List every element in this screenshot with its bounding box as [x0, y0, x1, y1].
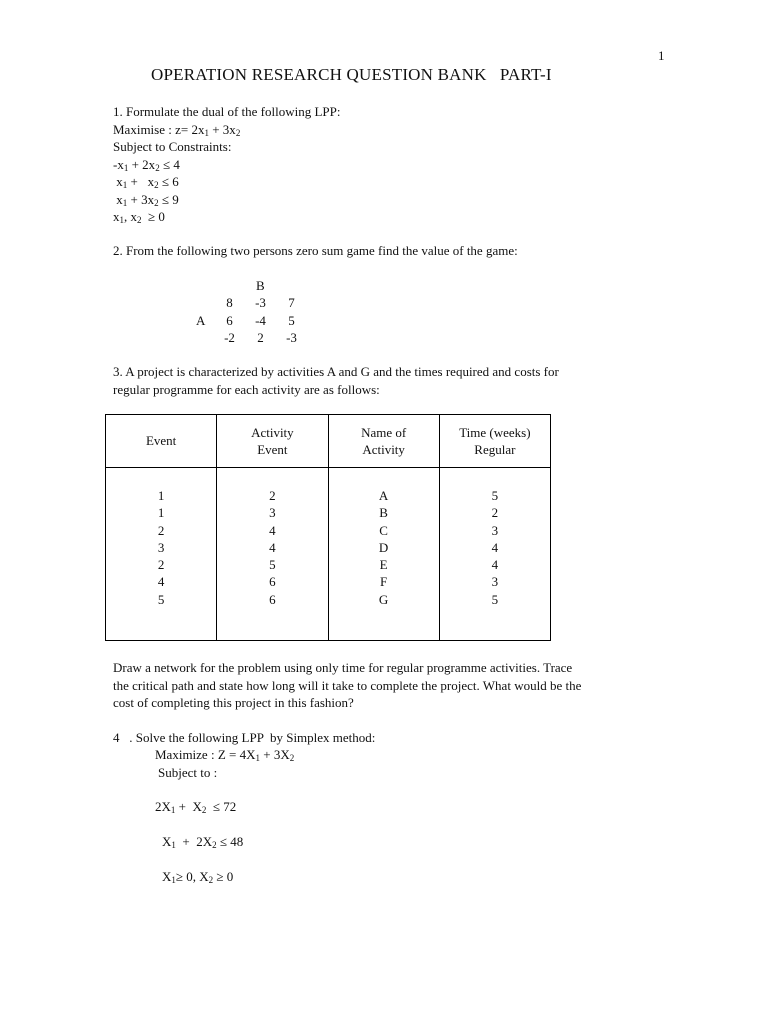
q2-text: 2. From the following two persons zero sum game find the value of the game: [113, 243, 518, 258]
table-header-row [106, 415, 551, 468]
q1-nonnegativity: $x_1$, $x_2 \ge 0$ [113, 209, 165, 225]
matrix-cell: -3 [255, 295, 266, 311]
q3-instructions [113, 659, 581, 712]
table-cell: 3 [269, 505, 276, 521]
q1-objective: Maximise : $z= 2x_1 + 3x_2$ [113, 121, 241, 138]
table-cell: 1 [157, 505, 165, 521]
q4-intro: 4 . Solve the following LPP by Simplex method: [113, 730, 376, 745]
table-cell: B [379, 505, 388, 521]
game-row-player: A [196, 313, 206, 328]
header-activity-event: Activity Event [217, 415, 328, 468]
page-title: OPERATION RESEARCH QUESTION BANK PART-I [151, 65, 552, 84]
table-cell: E [379, 557, 388, 573]
matrix-cell: -4 [255, 312, 266, 328]
table-cell: 5 [157, 591, 165, 607]
header-time: Time (weeks) Regular [439, 415, 550, 468]
table-cell: G [378, 591, 389, 607]
q4-objective: Maximize : $Z = 4X_1 + 3X_2$ [155, 747, 295, 763]
header-event: Event [106, 415, 217, 468]
q3-line-2: regular programme for each activity are as follows: [113, 381, 380, 397]
matrix-cell: 2 [257, 330, 264, 346]
table-body-row [106, 468, 551, 641]
q4-constraint-2: $X_1 + 2X_2 \le 48$ [162, 834, 244, 850]
table-cell: 6 [269, 591, 276, 607]
table-cell: A [378, 488, 389, 503]
q1-constraint-3: $x_1 + 3x_2 \le 9$ [113, 191, 179, 208]
table-cell: 3 [491, 574, 499, 590]
table-cell: D [378, 539, 389, 555]
table-cell: 1 [157, 488, 165, 503]
q3-line-1: 3. A project is characterized by activities A and G and the times required and costs for [113, 364, 559, 379]
q1-constraint-1: $-x_1 + 2x_2 \le 4$ [113, 156, 180, 173]
payoff-matrix [214, 294, 307, 347]
table-cell: 4 [491, 539, 499, 555]
q4-subject: Subject to : [158, 765, 218, 780]
table-cell: 2 [269, 488, 276, 503]
matrix-row [214, 312, 307, 330]
table-cell: C [379, 522, 388, 538]
table-cell: 4 [269, 522, 276, 538]
matrix-cell: -3 [286, 330, 297, 346]
table-cell: 4 [157, 574, 165, 590]
table-cell: 5 [269, 557, 276, 573]
q4-constraint-1: $2X_1 + X_2 \le 72$ [155, 799, 237, 815]
q4-constraint-3: $X_1\ge 0$, $X_2 \ge 0$ [162, 869, 234, 885]
table-cell: F [380, 574, 388, 590]
q1-intro: 1. Formulate the dual of the following LPP: [113, 104, 341, 119]
matrix-cell: 8 [226, 295, 233, 311]
matrix-row [214, 294, 307, 312]
page-number: 1 [658, 48, 665, 63]
activity-table [105, 414, 551, 641]
event-column [106, 468, 217, 641]
activity-name-column [328, 468, 439, 641]
table-cell: 2 [491, 505, 499, 521]
q3-para-1: Draw a network for the problem using only time for regular programme activities. Trace [113, 660, 573, 675]
q1-subject: Subject to Constraints: [113, 139, 232, 154]
table-cell: 3 [157, 539, 165, 555]
q1-constraint-2: $x_1 + x_2 \le 6$ [113, 174, 179, 190]
question-1 [113, 103, 340, 226]
matrix-cell: 5 [288, 312, 295, 328]
q3-para-3: cost of completing this project in this fashion? [113, 695, 354, 710]
table-cell: 4 [269, 539, 276, 555]
time-column [439, 468, 550, 641]
matrix-cell: 6 [226, 312, 233, 328]
game-col-player: B [256, 278, 265, 293]
table-cell: 2 [157, 557, 165, 573]
table-cell: 6 [269, 574, 276, 590]
question-3-intro [113, 363, 559, 398]
matrix-cell: -2 [224, 330, 235, 346]
activity-event-column [217, 468, 328, 641]
matrix-row [214, 329, 307, 347]
table-cell: 4 [491, 557, 499, 573]
header-activity-name: Name of Activity [328, 415, 439, 468]
q3-para-2: the critical path and state how long will it take to complete the project. What would be the [113, 677, 582, 693]
table-cell: 2 [157, 522, 165, 538]
table-cell: 5 [491, 488, 499, 503]
matrix-cell: 7 [288, 295, 295, 311]
table-cell: 5 [491, 591, 499, 607]
table-cell: 3 [491, 522, 499, 538]
